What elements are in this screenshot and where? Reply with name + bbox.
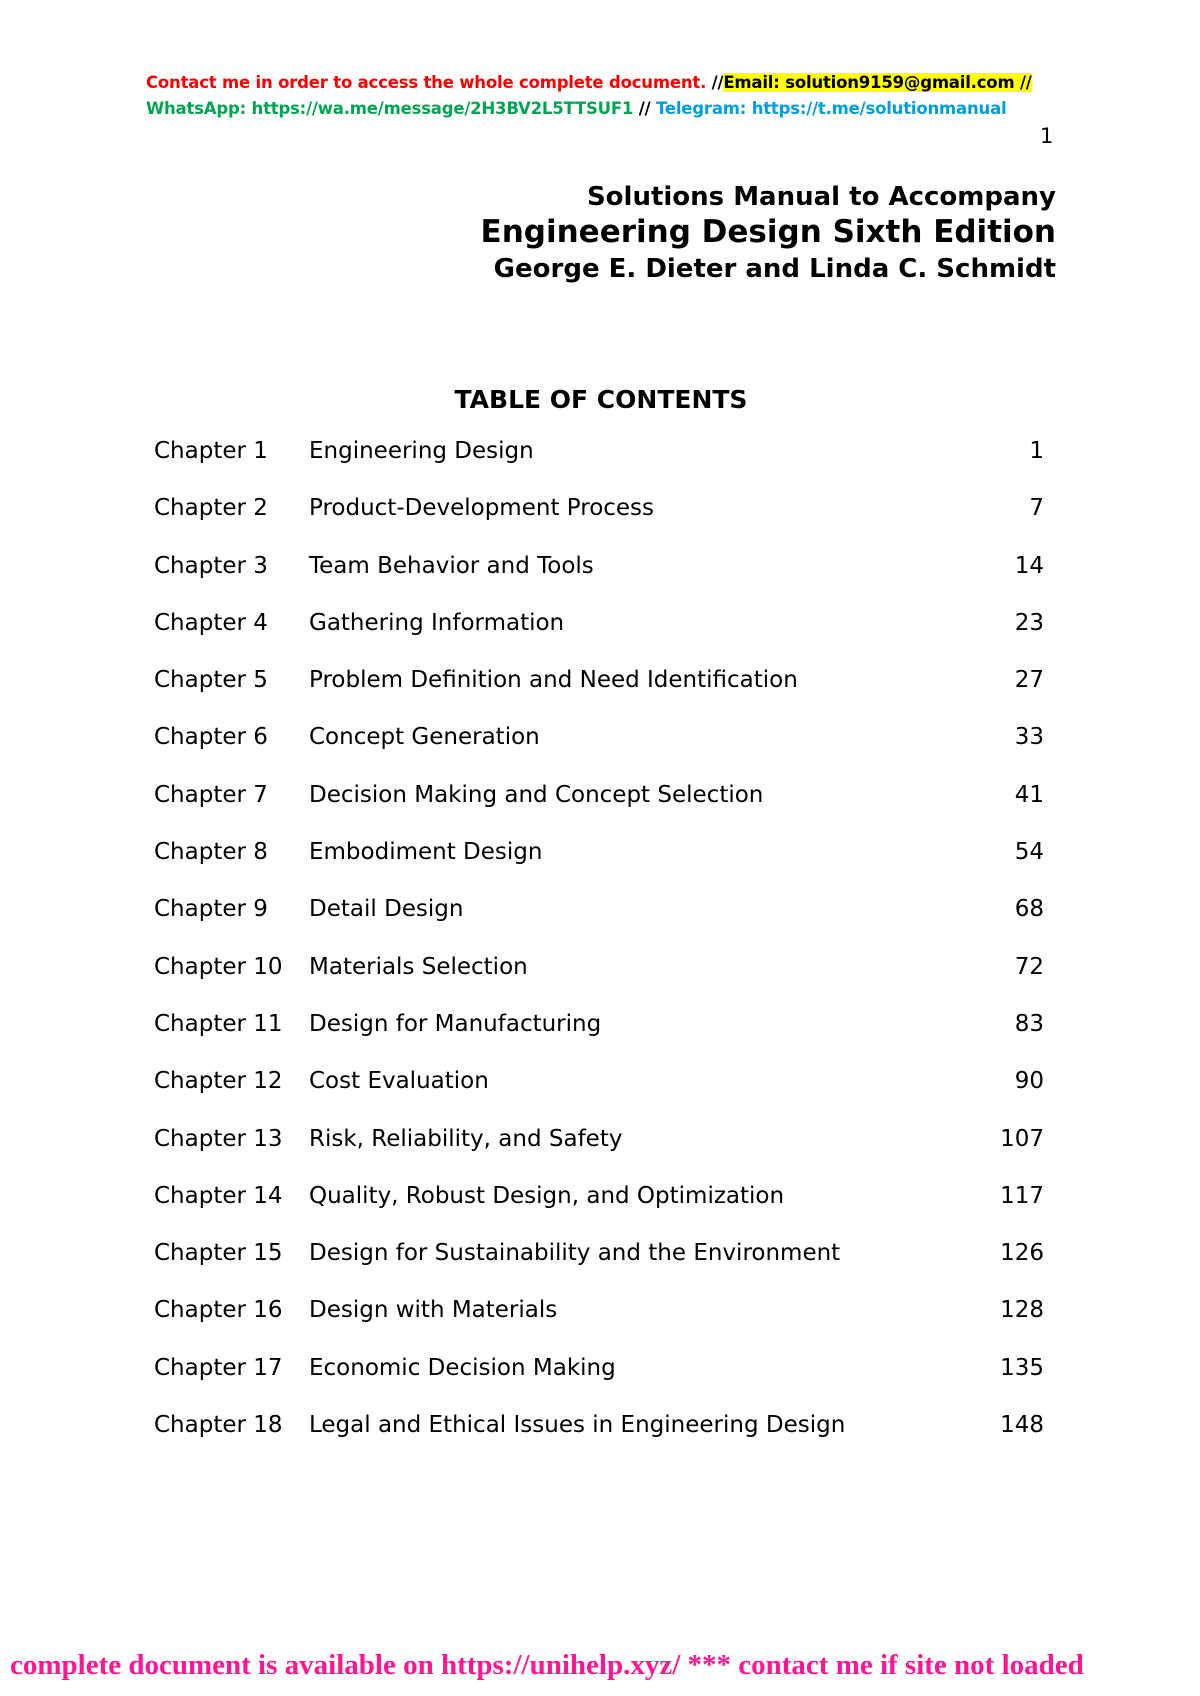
- toc-page-number: 68: [1014, 896, 1044, 923]
- toc-chapter-title: Quality, Robust Design, and Optimization: [309, 1182, 785, 1209]
- toc-chapter-title: Decision Making and Concept Selection: [309, 781, 764, 808]
- toc-row-chapter-10[interactable]: [154, 954, 1044, 1011]
- toc-chapter-title: Materials Selection: [309, 953, 528, 980]
- toc-row-chapter-6[interactable]: [154, 724, 1044, 781]
- telegram-contact-link[interactable]: Telegram: https://t.me/solutionmanual: [655, 99, 1007, 118]
- toc-row-chapter-5[interactable]: [154, 667, 1044, 724]
- toc-row-chapter-1[interactable]: [154, 438, 1044, 495]
- toc-row-chapter-8[interactable]: [154, 839, 1044, 896]
- toc-page-number: 54: [1014, 839, 1044, 866]
- toc-page-number: 135: [1000, 1354, 1044, 1381]
- toc-chapter-label: Chapter 5: [154, 667, 268, 694]
- footer-promo-banner[interactable]: complete document is available on https://unihelp.xyz/ *** contact me if site not loaded: [10, 1649, 1084, 1681]
- toc-row-chapter-14[interactable]: [154, 1183, 1044, 1240]
- toc-chapter-title: Concept Generation: [309, 724, 540, 751]
- toc-chapter-label: Chapter 9: [154, 896, 268, 923]
- toc-chapter-label: Chapter 18: [154, 1412, 283, 1439]
- toc-chapter-label: Chapter 12: [154, 1068, 283, 1095]
- toc-heading: TABLE OF CONTENTS: [454, 385, 748, 414]
- toc-page-number: 1: [1029, 438, 1044, 464]
- table-of-contents: [154, 438, 1044, 1469]
- toc-chapter-label: Chapter 16: [154, 1297, 283, 1324]
- toc-row-chapter-11[interactable]: [154, 1011, 1044, 1068]
- toc-page-number: 33: [1014, 724, 1044, 751]
- toc-chapter-label: Chapter 15: [154, 1240, 283, 1267]
- toc-chapter-label: Chapter 8: [154, 839, 268, 866]
- toc-page-number: 107: [1000, 1125, 1044, 1152]
- contact-line-1: [146, 73, 1032, 92]
- toc-chapter-label: Chapter 1: [154, 438, 268, 464]
- toc-page-number: 126: [1000, 1240, 1044, 1267]
- contact-line-2: [146, 99, 1006, 118]
- page-number: 1: [1040, 124, 1054, 148]
- toc-chapter-label: Chapter 11: [154, 1010, 283, 1037]
- toc-chapter-title: Legal and Ethical Issues in Engineering Design: [309, 1412, 846, 1439]
- toc-chapter-label: Chapter 6: [154, 724, 268, 751]
- toc-page-number: 83: [1014, 1010, 1044, 1037]
- toc-row-chapter-15[interactable]: [154, 1240, 1044, 1297]
- toc-row-chapter-12[interactable]: [154, 1068, 1044, 1125]
- toc-chapter-title: Team Behavior and Tools: [309, 552, 594, 579]
- toc-chapter-label: Chapter 2: [154, 495, 268, 522]
- toc-page-number: 90: [1014, 1068, 1044, 1095]
- toc-chapter-label: Chapter 4: [154, 609, 268, 636]
- contact-separator: //: [706, 73, 724, 92]
- toc-row-chapter-16[interactable]: [154, 1297, 1044, 1354]
- toc-page-number: 117: [1000, 1182, 1044, 1209]
- toc-chapter-label: Chapter 7: [154, 781, 268, 808]
- toc-chapter-title: Product-Development Process: [309, 495, 655, 522]
- toc-page-number: 14: [1014, 552, 1044, 579]
- toc-chapter-label: Chapter 10: [154, 953, 283, 980]
- toc-chapter-title: Design with Materials: [309, 1297, 558, 1324]
- toc-row-chapter-9[interactable]: [154, 896, 1044, 953]
- toc-row-chapter-18[interactable]: [154, 1412, 1044, 1469]
- document-title: Engineering Design Sixth Edition: [480, 214, 1056, 250]
- document-authors: George E. Dieter and Linda C. Schmidt: [493, 254, 1056, 284]
- toc-chapter-title: Detail Design: [309, 896, 464, 923]
- toc-chapter-label: Chapter 14: [154, 1182, 283, 1209]
- toc-chapter-label: Chapter 3: [154, 552, 268, 579]
- toc-chapter-title: Economic Decision Making: [309, 1354, 616, 1381]
- toc-row-chapter-7[interactable]: [154, 782, 1044, 839]
- toc-chapter-title: Design for Manufacturing: [309, 1010, 602, 1037]
- toc-row-chapter-3[interactable]: [154, 553, 1044, 610]
- email-contact-link[interactable]: Email: solution9159@gmail.com //: [723, 73, 1032, 92]
- toc-chapter-title: Problem Definition and Need Identification: [309, 667, 798, 694]
- toc-page-number: 23: [1014, 609, 1044, 636]
- contact-separator-2: //: [633, 99, 656, 118]
- toc-row-chapter-13[interactable]: [154, 1126, 1044, 1183]
- toc-row-chapter-17[interactable]: [154, 1355, 1044, 1412]
- toc-row-chapter-4[interactable]: [154, 610, 1044, 667]
- toc-row-chapter-2[interactable]: [154, 495, 1044, 552]
- whatsapp-contact-link[interactable]: WhatsApp: https://wa.me/message/2H3BV2L5TTSUF1: [146, 99, 634, 118]
- toc-page-number: 7: [1029, 495, 1044, 522]
- toc-chapter-label: Chapter 13: [154, 1125, 283, 1152]
- document-subtitle: Solutions Manual to Accompany: [586, 182, 1056, 212]
- toc-page-number: 148: [1000, 1412, 1044, 1439]
- toc-page-number: 128: [1000, 1297, 1044, 1324]
- toc-page-number: 41: [1014, 781, 1044, 808]
- toc-page-number: 27: [1014, 667, 1044, 694]
- toc-chapter-title: Risk, Reliability, and Safety: [309, 1125, 623, 1152]
- toc-page-number: 72: [1014, 953, 1044, 980]
- toc-chapter-title: Engineering Design: [309, 438, 534, 464]
- toc-chapter-title: Gathering Information: [309, 609, 565, 636]
- toc-chapter-title: Embodiment Design: [309, 839, 543, 866]
- toc-chapter-label: Chapter 17: [154, 1354, 283, 1381]
- toc-chapter-title: Cost Evaluation: [309, 1068, 489, 1095]
- toc-chapter-title: Design for Sustainability and the Environment: [309, 1240, 841, 1267]
- contact-intro-text: Contact me in order to access the whole complete document.: [146, 73, 707, 92]
